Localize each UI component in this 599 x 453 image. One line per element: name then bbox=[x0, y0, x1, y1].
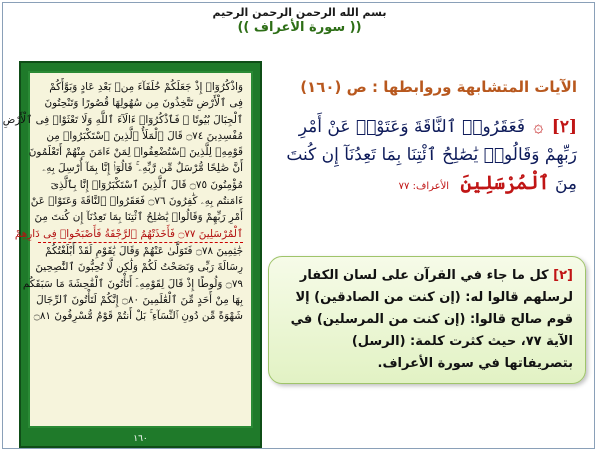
mushaf-line: أَمْرِ رَبِّهِمْ وَقَالُوا۟ يَٰصَٰلِحُ ٱئْتِنَا بِمَا تَعِدُنَآ إِن كُنتَ مِنَ bbox=[34, 211, 243, 224]
header bbox=[0, 6, 599, 35]
verse-reference: الأعراف: ٧٧ bbox=[398, 181, 450, 192]
mushaf-line: بِهَا مِنْ أَحَدٍ مِّنَ ٱلْعَٰلَمِينَ ۝٨٠ إِنَّكُمْ لَتَأْتُونَ ٱلرِّجَالَ bbox=[36, 293, 243, 306]
mushaf-line: شَهْوَةً مِّن دُونِ ٱلنِّسَآءِ ۚ بَلْ أَنتُمْ قَوْمٌ مُّسْرِفُونَ ۝٨١ bbox=[33, 310, 243, 323]
verse-text: فَعَقَرُوا۟ ٱلنَّاقَةَ وَعَتَوْا۟ عَنْ أَمْرِ رَبِّهِمْ وَقَالُوا۟ يَٰصَٰلِحُ ٱئْتِنَا بِمَا تَعِدُنَآ إِن كُنتَ مِنَ bbox=[286, 117, 577, 194]
verse-highlight-word: ٱلْمُرْسَلِينَ bbox=[460, 172, 550, 194]
mushaf-line: فِى ٱلْأَرْضِ تَتَّخِذُونَ مِن سُهُولِهَا قُصُورًا وَتَنْحِتُونَ bbox=[44, 97, 243, 110]
hizb-ornament-icon: ۞ bbox=[533, 117, 544, 137]
mushaf-line: وَاذْكُرُوٓا۟ إِذْ جَعَلَكُمْ خُلَفَآءَ مِنۢ بَعْدِ عَادٍ وَبَوَّأَكُمْ bbox=[49, 81, 243, 93]
note-number: [٢] bbox=[553, 268, 573, 283]
mushaf-line: مُفْسِدِينَ ۝٧٤ قَالَ ٱلْمَلَأُ ٱلَّذِينَ ٱسْتَكْبَرُوا۟ مِن bbox=[46, 129, 243, 142]
explanation-note bbox=[268, 256, 586, 384]
mushaf-line: رِسَالَةَ رَبِّى وَنَصَحْتُ لَكُمْ وَلَٰكِن لَّا تُحِبُّونَ ٱلنَّٰصِحِينَ bbox=[35, 261, 243, 274]
surah-title: (( سورة الأعراف )) bbox=[237, 20, 362, 35]
basmala: بسم الله الرحمن الرحمن الرحيم bbox=[212, 6, 387, 19]
section-title: الآيات المتشابهة وروابطها : ص (١٦٠) bbox=[300, 78, 577, 96]
page-number: ١٦٠ bbox=[133, 434, 148, 444]
mushaf-line: مُؤْمِنُونَ ۝٧٥ قَالَ ٱلَّذِينَ ٱسْتَكْبَرُوٓا۟ إِنَّا بِٱلَّذِىٓ bbox=[50, 178, 243, 191]
mushaf-line: أَنَّ صَٰلِحًا مُّرْسَلٌ مِّن رَّبِّهِۦ ۚ قَالُوٓا۟ إِنَّا بِمَآ أُرْسِلَ بِهِۦ bbox=[42, 162, 243, 175]
verse-number: [٢] bbox=[551, 117, 577, 137]
mushaf-line: ءَامَنتُم بِهِۦ كَٰفِرُونَ ۝٧٦ فَعَقَرُوا۟ ٱلنَّاقَةَ وَعَتَوْا۟ عَنْ bbox=[30, 195, 243, 208]
mushaf-line: ۝٧٩ وَلُوطًا إِذْ قَالَ لِقَوْمِهِۦٓ أَتَأْتُونَ ٱلْفَٰحِشَةَ مَا سَبَقَكُم bbox=[22, 277, 243, 290]
mushaf-line: قَوْمِهِۦ لِلَّذِينَ ٱسْتُضْعِفُوا۟ لِمَنْ ءَامَنَ مِنْهُمْ أَتَعْلَمُونَ bbox=[28, 146, 243, 159]
mushaf-line: ٱلْجِبَالَ بُيُوتًا ۖ فَٱذْكُرُوٓا۟ ءَالَآءَ ٱللَّهِ وَلَا تَعْثَوْا۟ فِى ٱلْأَرْضِ bbox=[2, 113, 243, 126]
featured-verse bbox=[277, 113, 577, 201]
mushaf-page bbox=[2, 61, 262, 448]
note-text: كل ما جاء في القرآن على لسان الكفار لرسلهم قالوا له: (إن كنت من الصادقين) إلا قوم صالح قالوا: (إن كنت من المرسلين) في الآية ٧٧، حيث كثرت كلمة: (الرسل) بتصريفاتها في سورة الأعراف. bbox=[290, 268, 573, 371]
mushaf-text-area bbox=[2, 71, 253, 428]
mushaf-line-highlighted: ٱلْمُرْسَلِينَ ۝٧٧ فَأَخَذَتْهُمُ ٱلرَّجْفَةُ فَأَصْبَحُوا۟ فِى دَارِهِمْ bbox=[38, 226, 243, 243]
mushaf-line: جَٰثِمِينَ ۝٧٨ فَتَوَلَّىٰ عَنْهُمْ وَقَالَ يَٰقَوْمِ لَقَدْ أَبْلَغْتُكُمْ bbox=[45, 244, 243, 257]
